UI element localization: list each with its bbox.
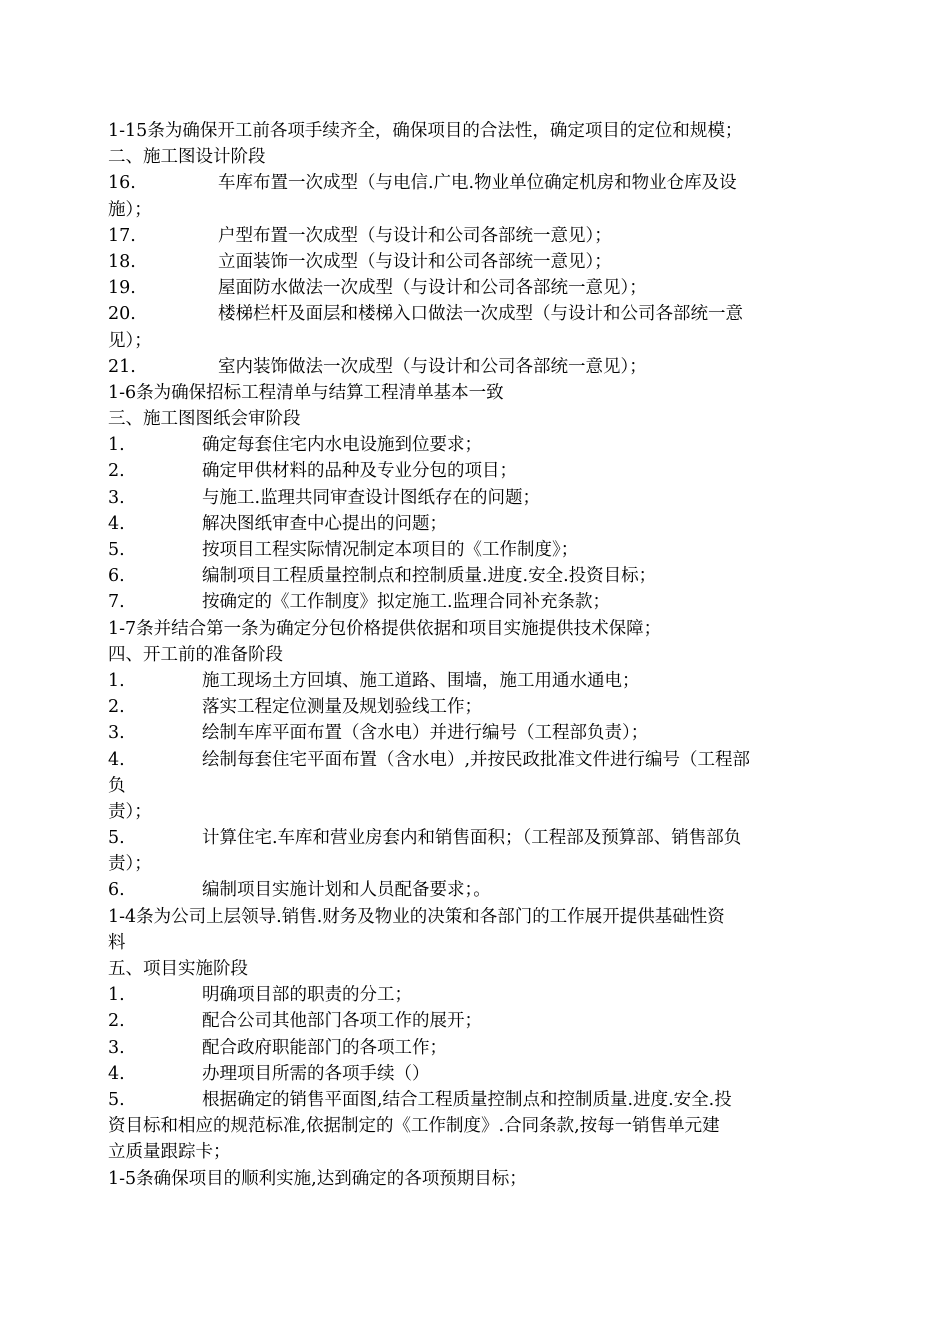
line-text: 见）； <box>108 330 152 351</box>
line-text: 解决图纸审查中心提出的问题； <box>202 513 447 534</box>
text-line <box>108 1166 843 1192</box>
line-text: 责）； <box>108 801 152 822</box>
line-text: 按确定的《工作制度》拟定施工.监理合同补充条款； <box>202 592 611 613</box>
line-text: 立质量跟踪卡； <box>108 1142 231 1163</box>
numbered-item <box>108 485 843 511</box>
numbered-item <box>108 537 843 563</box>
text-line <box>108 406 843 432</box>
text-line <box>108 144 843 170</box>
item-number: 1. <box>108 670 125 691</box>
line-text: 明确项目部的职责的分工； <box>202 985 412 1006</box>
line-text: 办理项目所需的各项手续（） <box>202 1063 430 1084</box>
item-number: 16. <box>108 173 136 194</box>
item-number: 7. <box>108 592 125 613</box>
line-text: 根据确定的销售平面图,结合工程质量控制点和控制质量.进度.安全.投 <box>202 1089 732 1110</box>
numbered-item <box>108 1087 843 1113</box>
item-number: 4. <box>108 1063 125 1084</box>
item-number: 18. <box>108 251 136 272</box>
text-line <box>108 851 843 877</box>
item-number: 3. <box>108 1037 125 1058</box>
line-text: 绘制车库平面布置（含水电）并进行编号（工程部负责）； <box>202 723 649 744</box>
numbered-item <box>108 1035 843 1061</box>
numbered-item <box>108 694 843 720</box>
item-number: 6. <box>108 880 125 901</box>
item-number: 3. <box>108 487 125 508</box>
item-number: 20. <box>108 304 136 325</box>
line-text: 绘制每套住宅平面布置（含水电）,并按民政批准文件进行编号（工程部 <box>202 749 751 770</box>
line-text: 1-4条为公司上层领导.销售.财务及物业的决策和各部门的工作展开提供基础性资 <box>108 906 725 927</box>
line-text: 施工现场土方回填、施工道路、围墙，施工用通水通电； <box>202 670 640 691</box>
line-text: 确定每套住宅内水电设施到位要求； <box>202 435 482 456</box>
line-text: 计算住宅.车库和营业房套内和销售面积；（工程部及预算部、销售部负 <box>202 828 742 849</box>
line-text: 确定甲供材料的品种及专业分包的项目； <box>202 461 517 482</box>
numbered-item <box>108 1061 843 1087</box>
text-line <box>108 930 843 956</box>
numbered-item <box>108 301 843 327</box>
numbered-item <box>108 668 843 694</box>
item-number: 21. <box>108 356 136 377</box>
numbered-item <box>108 170 843 196</box>
line-text: 1-5条确保项目的顺利实施,达到确定的各项预期目标； <box>108 1168 527 1189</box>
item-number: 2. <box>108 1011 125 1032</box>
line-text: 立面装饰一次成型（与设计和公司各部统一意见）； <box>218 251 612 272</box>
item-number: 19. <box>108 278 136 299</box>
line-text: 三、施工图图纸会审阶段 <box>108 409 301 430</box>
numbered-item <box>108 563 843 589</box>
line-text: 室内装饰做法一次成型（与设计和公司各部统一意见）； <box>218 356 647 377</box>
line-text: 编制项目实施计划和人员配备要求；。 <box>202 880 491 901</box>
text-line <box>108 1113 843 1139</box>
line-text: 配合公司其他部门各项工作的展开； <box>202 1011 482 1032</box>
numbered-item <box>108 825 843 851</box>
text-line <box>108 118 843 144</box>
line-text: 1-6条为确保招标工程清单与结算工程清单基本一致 <box>108 382 504 403</box>
line-text: 施）； <box>108 199 152 220</box>
item-number: 4. <box>108 749 125 770</box>
line-text: 1-7条并结合第一条为确定分包价格提供依据和项目实施提供技术保障； <box>108 618 662 639</box>
numbered-item <box>108 432 843 458</box>
line-text: 编制项目工程质量控制点和控制质量.进度.安全.投资目标； <box>202 566 657 587</box>
text-line <box>108 197 843 223</box>
numbered-item <box>108 223 843 249</box>
item-number: 2. <box>108 697 125 718</box>
text-line <box>108 1139 843 1165</box>
numbered-item <box>108 354 843 380</box>
line-text: 负 <box>108 775 126 796</box>
numbered-item <box>108 1008 843 1034</box>
item-number: 17. <box>108 225 136 246</box>
item-number: 5. <box>108 540 125 560</box>
numbered-item <box>108 249 843 275</box>
line-text: 落实工程定位测量及规划验线工作； <box>202 697 482 718</box>
item-number: 2. <box>108 461 125 482</box>
line-text: 户型布置一次成型（与设计和公司各部统一意见）； <box>218 225 612 246</box>
numbered-item <box>108 747 843 773</box>
line-text: 二、施工图设计阶段 <box>108 147 266 168</box>
line-text: 按项目工程实际情况制定本项目的《工作制度》； <box>202 540 579 560</box>
item-number: 4. <box>108 513 125 534</box>
text-line <box>108 799 843 825</box>
numbered-item <box>108 589 843 615</box>
text-line <box>108 380 843 406</box>
text-line <box>108 904 843 930</box>
text-line <box>108 616 843 642</box>
numbered-item <box>108 982 843 1008</box>
numbered-item <box>108 275 843 301</box>
line-text: 五、项目实施阶段 <box>108 959 248 979</box>
text-line <box>108 328 843 354</box>
item-number: 1. <box>108 435 125 456</box>
line-text: 楼梯栏杆及面层和楼梯入口做法一次成型（与设计和公司各部统一意 <box>218 304 743 325</box>
line-text: 屋面防水做法一次成型（与设计和公司各部统一意见）； <box>218 278 647 299</box>
line-text: 车库布置一次成型（与电信.广电.物业单位确定机房和物业仓库及设 <box>218 173 737 194</box>
item-number: 6. <box>108 566 125 587</box>
item-number: 3. <box>108 723 125 744</box>
numbered-item <box>108 511 843 537</box>
numbered-item <box>108 458 843 484</box>
item-number: 5. <box>108 828 125 849</box>
text-line <box>108 642 843 668</box>
line-text: 资目标和相应的规范标准,依据制定的《工作制度》.合同条款,按每一销售单元建 <box>108 1116 720 1137</box>
line-text: 料 <box>108 932 126 953</box>
document-body <box>108 118 843 1192</box>
line-text: 1-15条为确保开工前各项手续齐全，确保项目的合法性，确定项目的定位和规模； <box>108 121 743 141</box>
line-text: 责）； <box>108 854 152 875</box>
text-line <box>108 773 843 799</box>
line-text: 配合政府职能部门的各项工作； <box>202 1037 447 1058</box>
item-number: 1. <box>108 985 125 1006</box>
line-text: 与施工.监理共同审查设计图纸存在的问题； <box>202 487 541 508</box>
numbered-item <box>108 720 843 746</box>
text-line <box>108 956 843 982</box>
line-text: 四、开工前的准备阶段 <box>108 644 283 665</box>
item-number: 5. <box>108 1089 125 1110</box>
numbered-item <box>108 877 843 903</box>
